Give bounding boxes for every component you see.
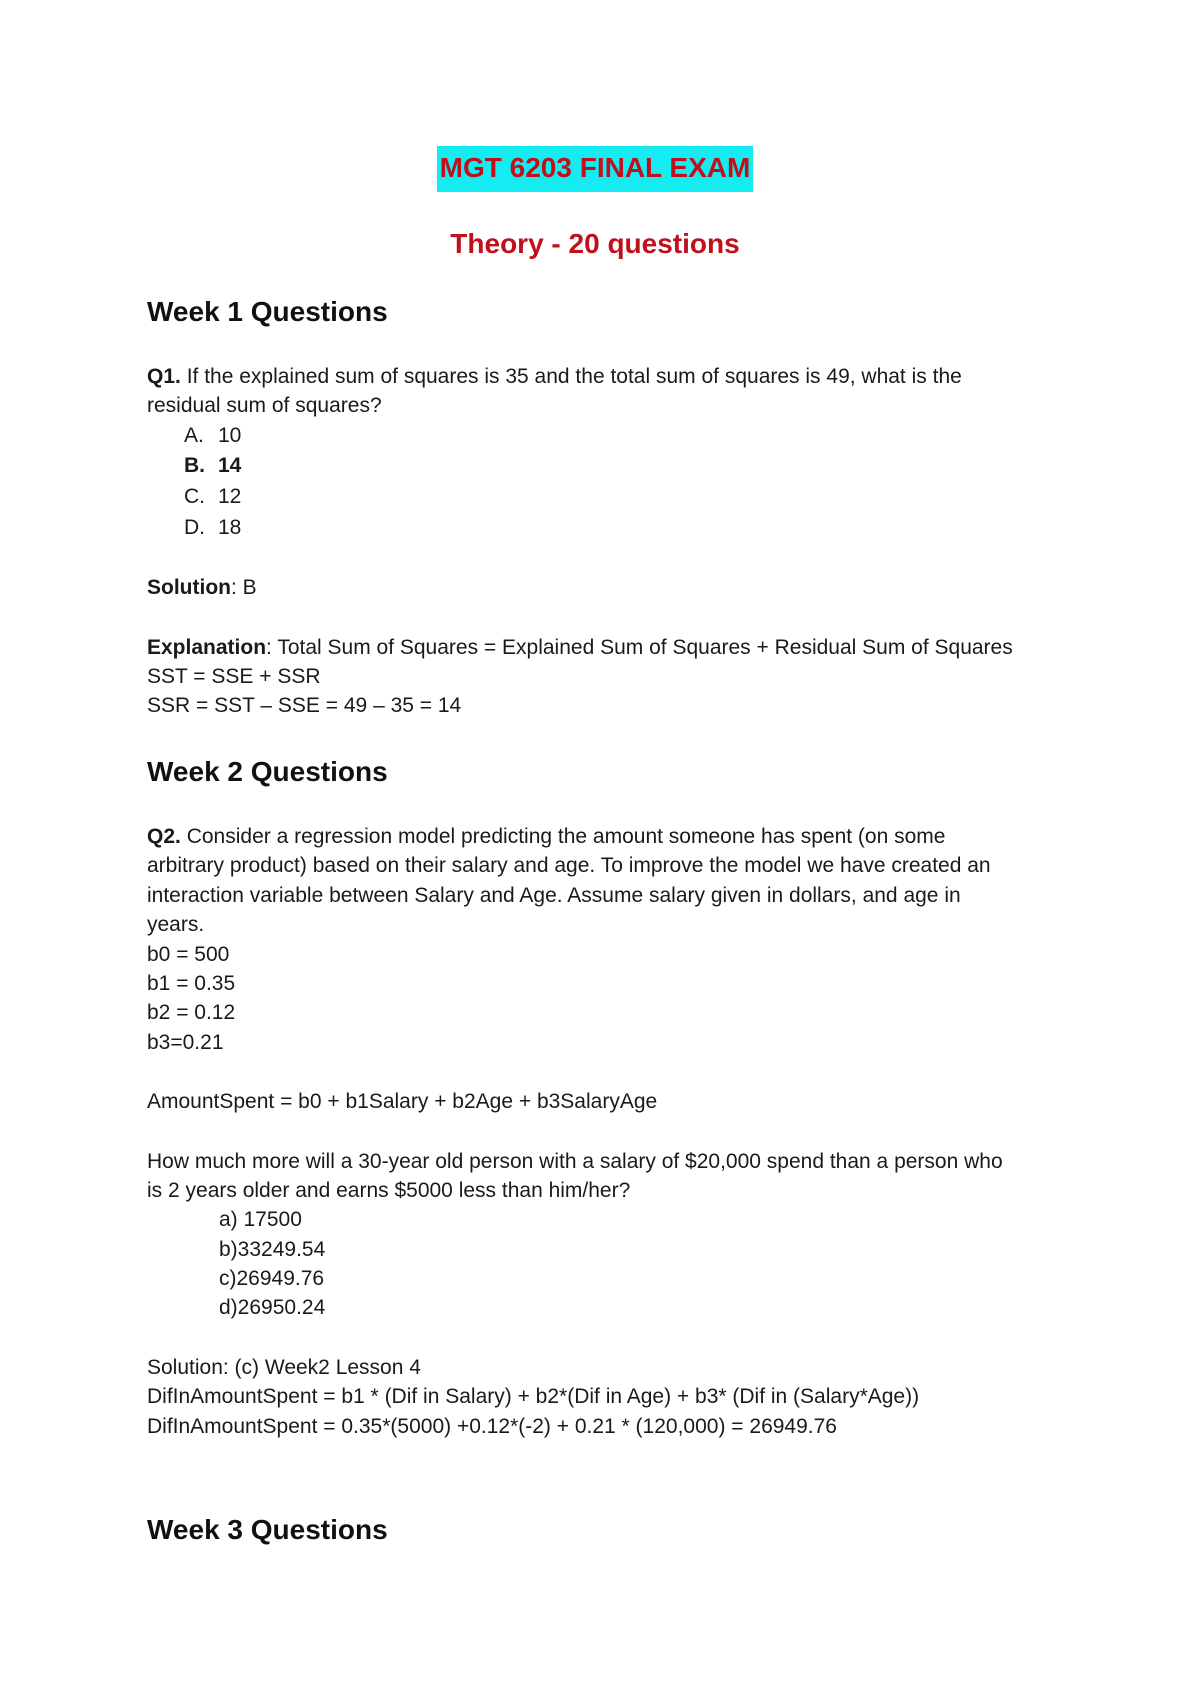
q1-solution [147, 573, 257, 602]
q1-text-line2: residual sum of squares? [147, 394, 382, 417]
week3-heading: Week 3 Questions [147, 1514, 388, 1545]
option-letter: D. [184, 516, 205, 539]
q2-option-d: d)26950.24 [219, 1296, 326, 1319]
q2-calc-2: DifInAmountSpent = 0.35*(5000) +0.12*(-2) + 0.21 * (120,000) = 26949.76 [147, 1415, 837, 1438]
week2-heading: Week 2 Questions [147, 756, 388, 787]
q1-text: If the explained sum of squares is 35 and the total sum of squares is 49, what is the [180, 365, 962, 388]
q2-text-line3: interaction variable between Salary and Age. Assume salary given in dollars, and age in [147, 884, 961, 907]
option-value: 14 [218, 454, 242, 477]
q2-text-line1 [147, 822, 945, 851]
q2-text-line2: arbitrary product) based on their salary and age. To improve the model we have created an [147, 854, 991, 877]
week1-heading: Week 1 Questions [147, 296, 388, 327]
option-letter: B. [184, 454, 205, 477]
solution-value: : B [230, 576, 257, 599]
q2-option-b: b)33249.54 [219, 1238, 326, 1261]
exam-title [0, 146, 1190, 192]
q2-question-line1: How much more will a 30-year old person with a salary of $20,000 spend than a person who [147, 1150, 1003, 1173]
q1-option-d [184, 513, 241, 542]
q2-option-a: a) 17500 [219, 1208, 302, 1231]
q1-label: Q1. [147, 365, 181, 388]
option-letter: A. [184, 424, 204, 447]
q2-coef-b0: b0 = 500 [147, 943, 230, 966]
q2-solution: Solution: (c) Week2 Lesson 4 [147, 1356, 421, 1379]
q1-formula-2: SSR = SST – SSE = 49 – 35 = 14 [147, 694, 462, 717]
exam-subtitle: Theory - 20 questions [450, 228, 740, 259]
option-value: 18 [218, 516, 242, 539]
q2-coef-b1: b1 = 0.35 [147, 972, 236, 995]
q2-calc-1: DifInAmountSpent = b1 * (Dif in Salary) + b2*(Dif in Age) + b3* (Dif in (Salary*Age)) [147, 1385, 920, 1408]
solution-label: Solution [147, 576, 231, 599]
q2-label: Q2. [147, 825, 181, 848]
q1-formula-1: SST = SSE + SSR [147, 665, 321, 688]
option-value: 10 [218, 424, 242, 447]
q1-option-b [184, 451, 241, 480]
q1-explanation [147, 633, 1013, 662]
q2-text-line4: years. [147, 913, 205, 936]
q1-text-line1 [147, 362, 962, 391]
explanation-label: Explanation [147, 636, 267, 659]
q2-model: AmountSpent = b0 + b1Salary + b2Age + b3SalaryAge [147, 1090, 658, 1113]
q2-text: Consider a regression model predicting the amount someone has spent (on some [180, 825, 946, 848]
exam-title-highlight: MGT 6203 FINAL EXAM [437, 146, 754, 192]
q1-option-c [184, 482, 241, 511]
q2-option-c: c)26949.76 [219, 1267, 325, 1290]
option-letter: C. [184, 485, 205, 508]
q2-coef-b3: b3=0.21 [147, 1031, 224, 1054]
explanation-text: : Total Sum of Squares = Explained Sum of Squares + Residual Sum of Squares [266, 636, 1013, 659]
q2-coef-b2: b2 = 0.12 [147, 1001, 236, 1024]
q2-question-line2: is 2 years older and earns $5000 less than him/her? [147, 1179, 631, 1202]
q1-option-a [184, 421, 241, 450]
option-value: 12 [218, 485, 242, 508]
